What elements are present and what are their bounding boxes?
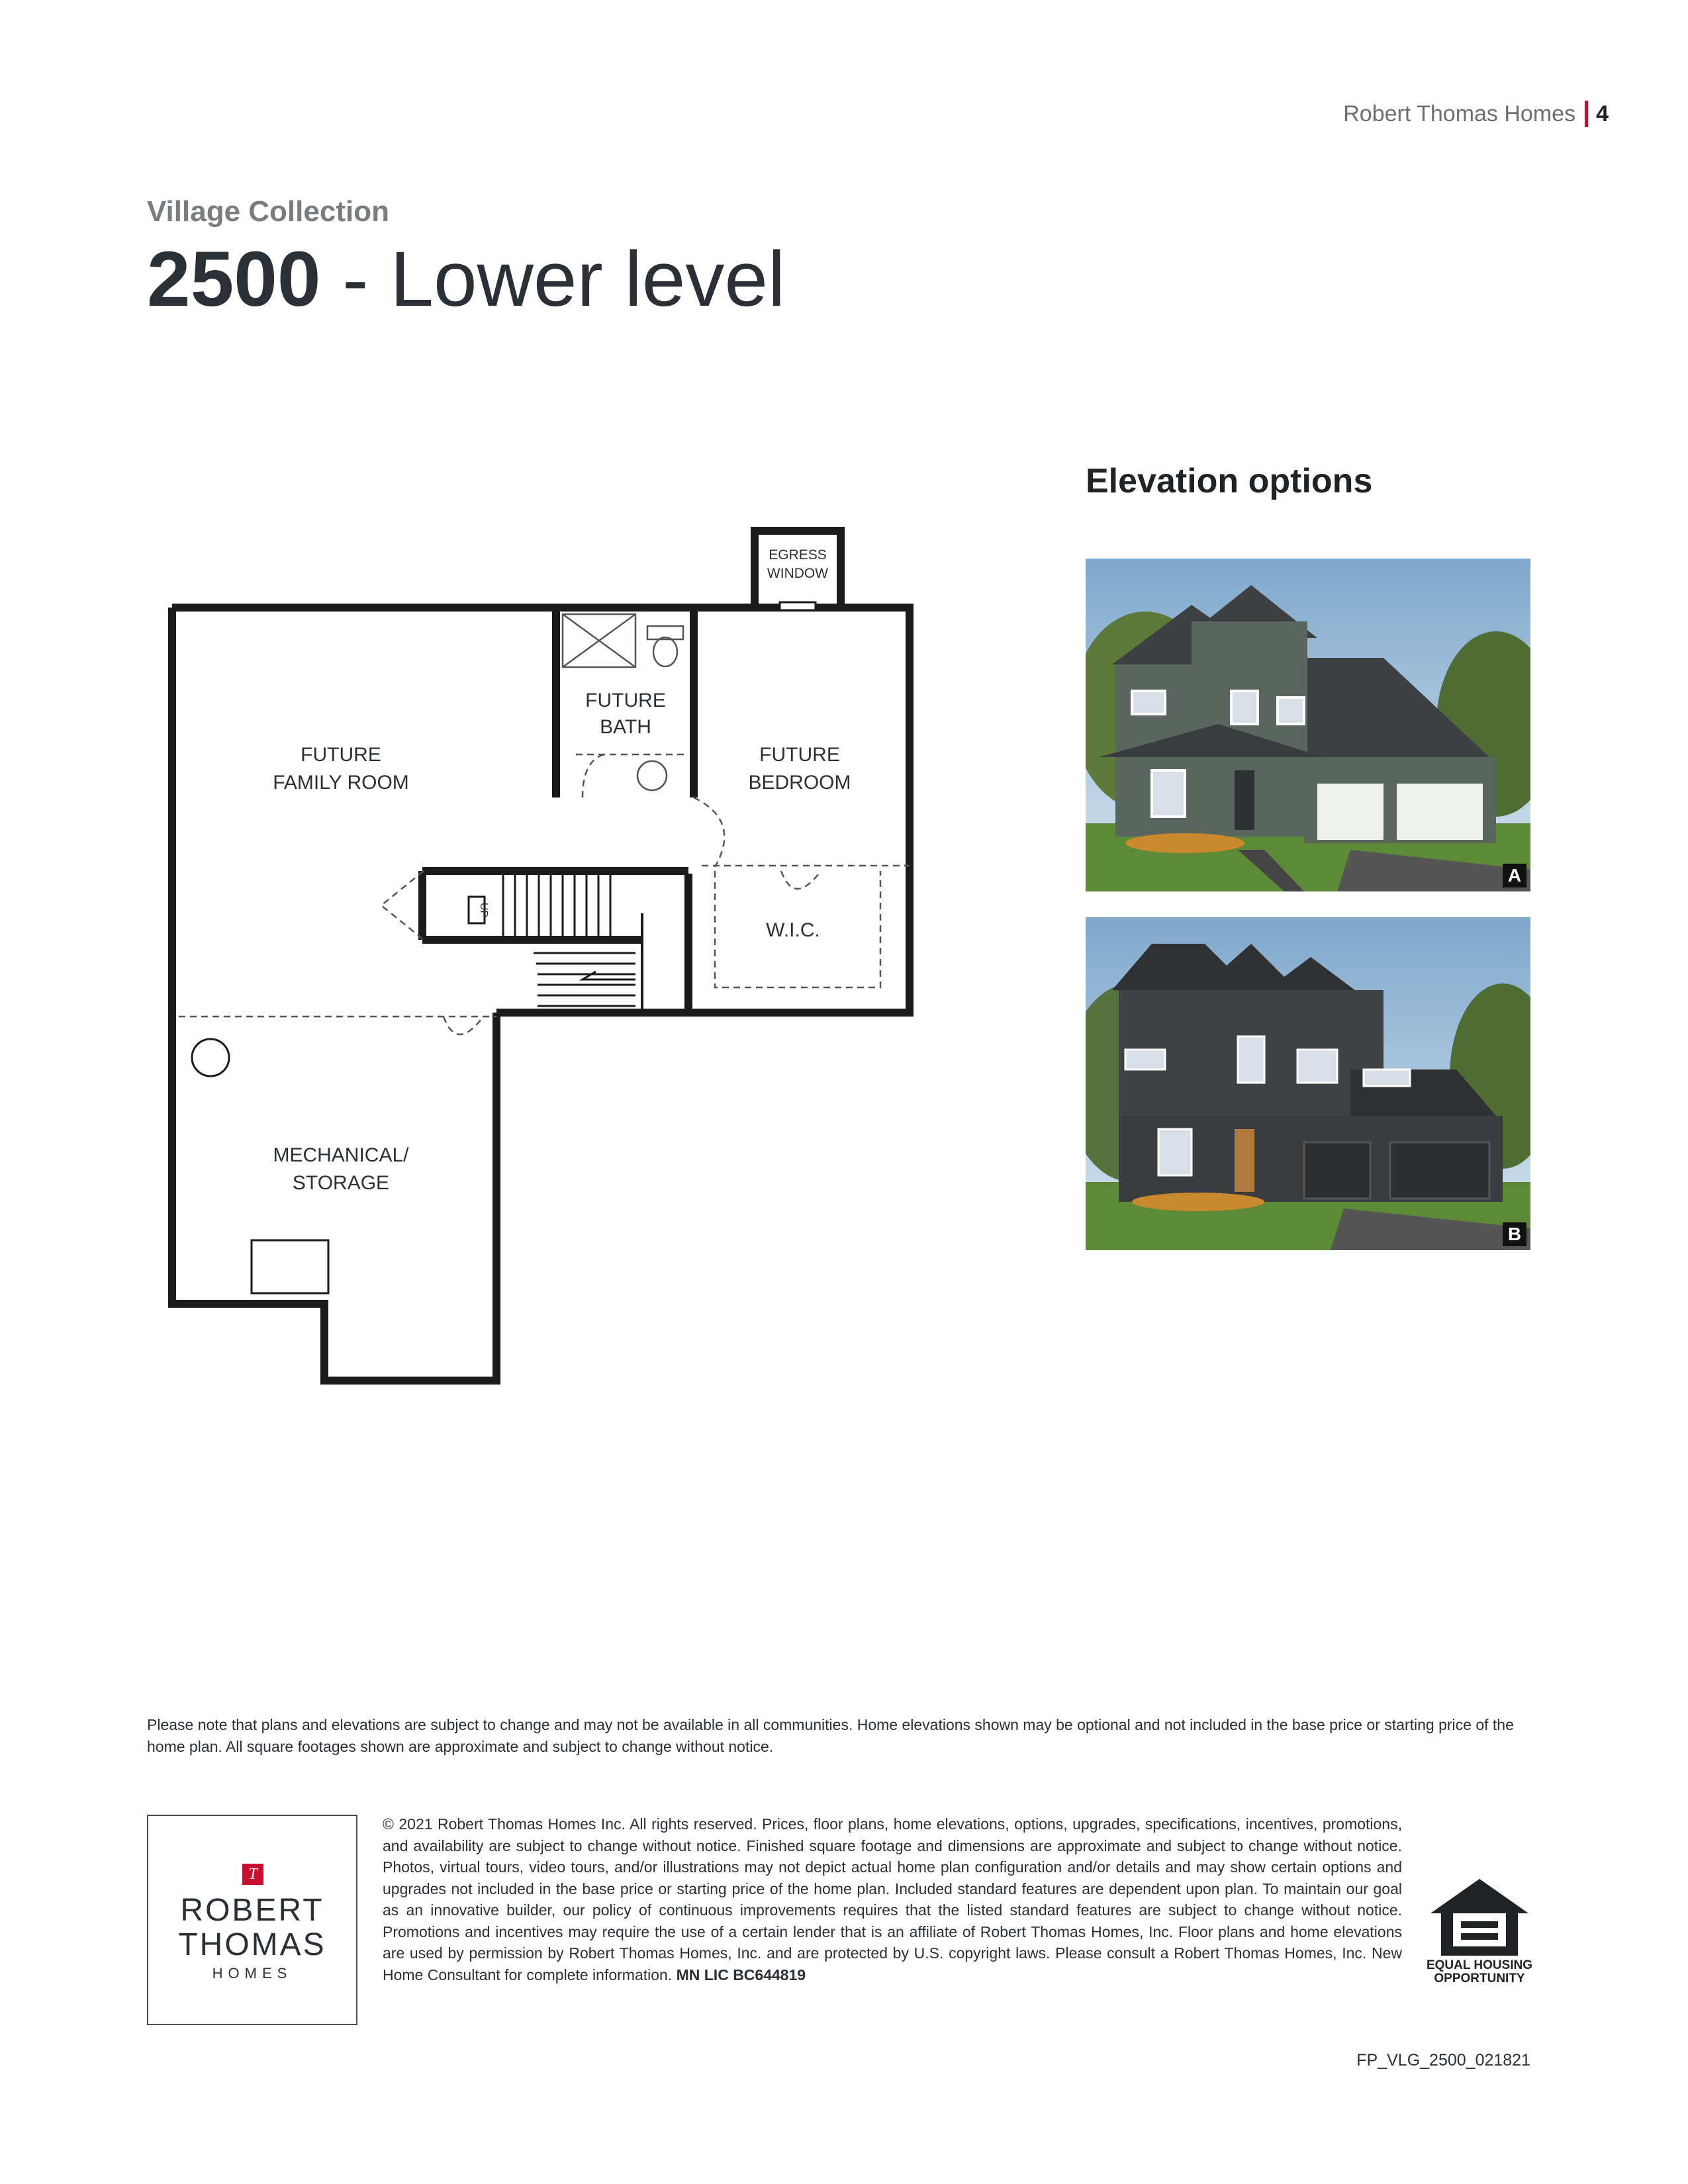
house-a-illustration xyxy=(1086,559,1530,891)
mechanical-label-line2: STORAGE xyxy=(292,1172,390,1194)
level-name: Lower level xyxy=(390,236,786,323)
mechanical-label-line1: MECHANICAL/ xyxy=(273,1144,409,1166)
equal-housing-icon xyxy=(1427,1876,1532,1959)
license-number: MN LIC BC644819 xyxy=(676,1966,806,1983)
bath-label-line2: BATH xyxy=(600,716,651,738)
stair-up-label: UP xyxy=(478,902,489,918)
equal-housing-logo xyxy=(1423,1876,1536,1992)
page-header xyxy=(1343,101,1609,127)
elevation-a-badge: A xyxy=(1503,864,1526,887)
floor-plan-drawing xyxy=(159,516,940,1403)
elevation-b-badge: B xyxy=(1503,1222,1526,1246)
egress-label-line2: WINDOW xyxy=(767,566,829,581)
brand-name: Robert Thomas Homes xyxy=(1343,101,1576,126)
elevation-heading: Elevation options xyxy=(1086,462,1373,500)
bath-label-line1: FUTURE xyxy=(585,690,666,711)
header-divider xyxy=(1585,101,1588,127)
bedroom-label-line1: FUTURE xyxy=(759,744,840,766)
model-number: 2500 xyxy=(147,236,321,323)
logo-mark-icon: T xyxy=(242,1864,263,1885)
equal-housing-line1: EQUAL HOUSING xyxy=(1426,1958,1533,1972)
company-logo xyxy=(147,1815,357,2025)
legal-text: © 2021 Robert Thomas Homes Inc. All rights reserved. Prices, floor plans, home elevations, options, upgrades, specifications, incentives, promotions, and availability are subject to change without notice. Finished square footage and dimensions are approximate and subject to change without notice. Photos, virtual tours, video tours, and/or illustrations may not depict actual home plan configuration and/or details and may show certain options and upgrades not included in the base price or starting price of the home plan. Included standard features are dependent upon plan. To maintain our goal as an innovative builder, our policy of continuous improvements requires that the listed standard features are subject to change without notice. Promotions and incentives may require the use of a certain lender that is an affiliate of Robert Thomas Homes, Inc. Floor plans and home elevations are used by permission by Robert Thomas Homes, Inc. and are protected by U.S. copyright laws. Please consult a Robert Thomas Homes, Inc. New Home Consultant for complete information. xyxy=(383,1815,1402,1983)
page-title xyxy=(147,233,785,326)
floor-plan xyxy=(159,516,940,1403)
wic-label: W.I.C. xyxy=(766,919,820,941)
equal-housing-line2: OPPORTUNITY xyxy=(1434,1972,1525,1985)
family-room-label-line2: FAMILY ROOM xyxy=(273,772,409,794)
logo-line-2: THOMAS xyxy=(178,1927,326,1962)
document-id: FP_VLG_2500_021821 xyxy=(1356,2051,1530,2070)
page-number: 4 xyxy=(1596,101,1609,126)
title-separator: - xyxy=(320,236,391,323)
egress-label-line1: EGRESS xyxy=(769,547,827,563)
elevation-a-image xyxy=(1086,559,1530,891)
plan-disclaimer: Please note that plans and elevations are subject to change and may not be available in all communities. Home elevations shown may be optional and not included in the base price or starting price of the home plan. All square footages shown are approximate and subject to change without notice. xyxy=(147,1716,1514,1755)
elevation-b-image xyxy=(1086,917,1530,1250)
bedroom-label-line2: BEDROOM xyxy=(748,772,851,794)
logo-line-1: ROBERT xyxy=(180,1893,324,1928)
legal-notice xyxy=(383,1813,1402,1985)
collection-name: Village Collection xyxy=(147,195,389,228)
house-b-illustration xyxy=(1086,917,1530,1250)
logo-line-3: HOMES xyxy=(212,1965,293,1981)
family-room-label-line1: FUTURE xyxy=(301,744,381,766)
